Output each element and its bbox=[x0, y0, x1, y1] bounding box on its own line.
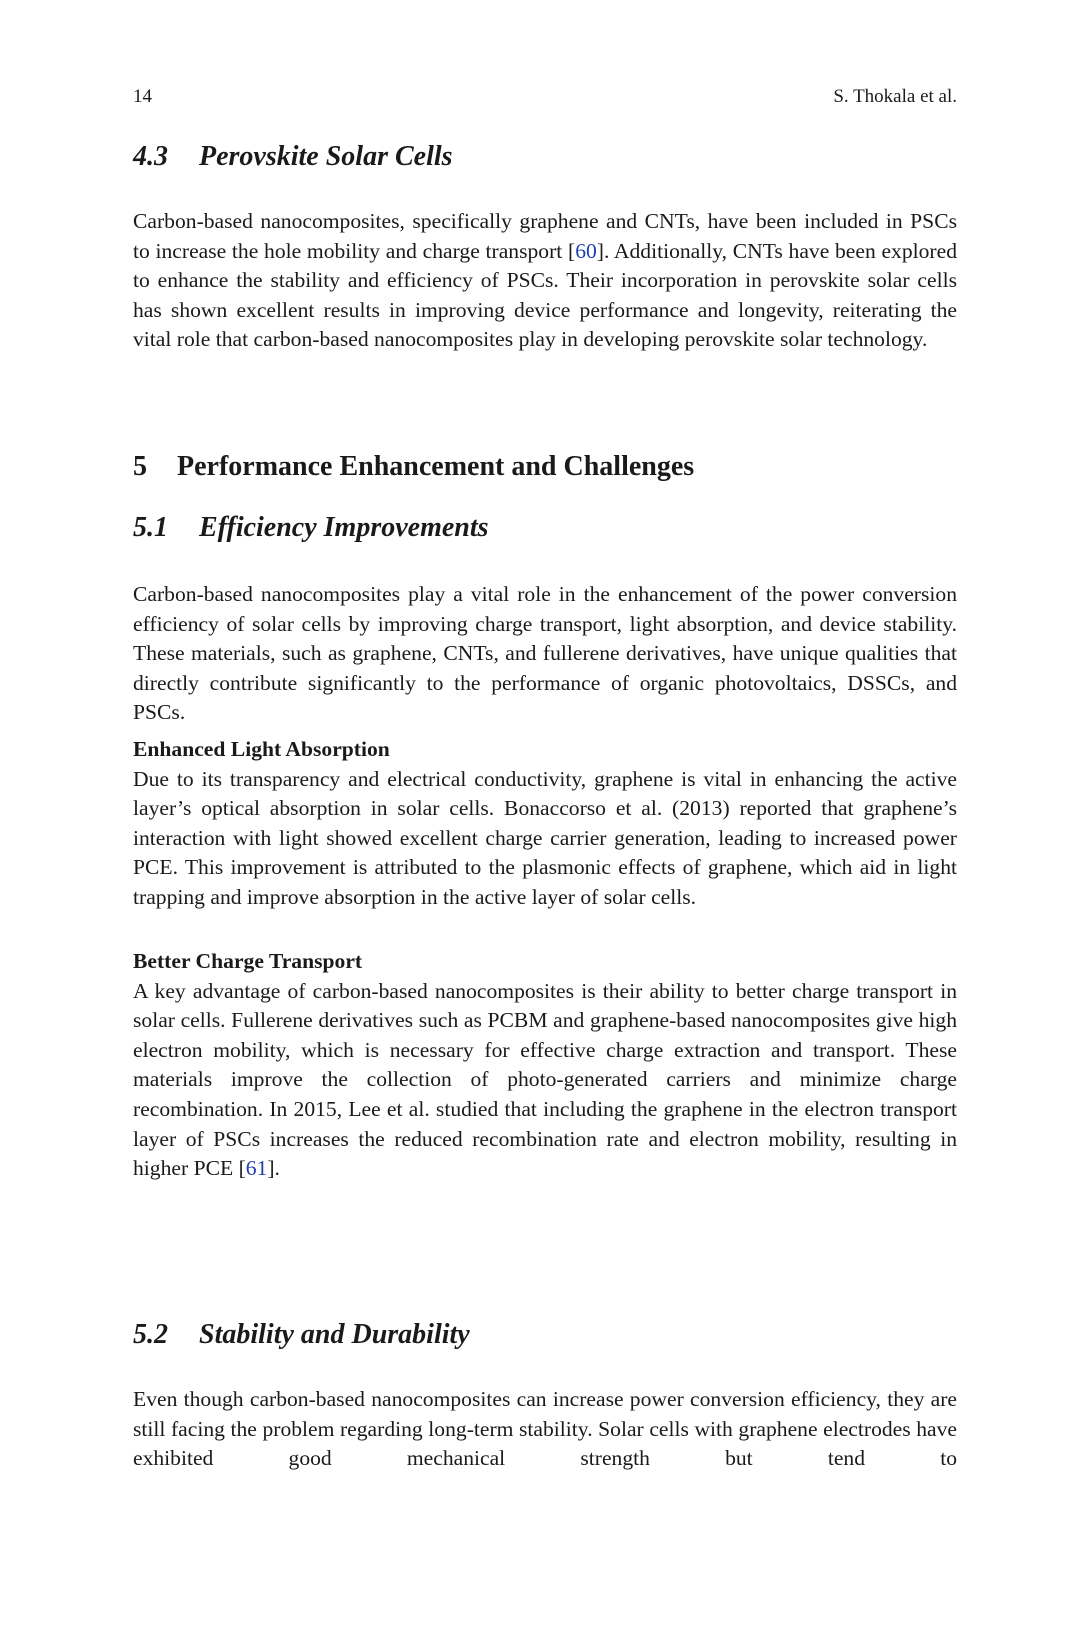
heading-5 bbox=[133, 450, 694, 484]
heading-5-2-number: 5.2 bbox=[133, 1319, 168, 1350]
heading-5-title: Performance Enhancement and Challenges bbox=[177, 451, 695, 482]
charge-transport-text-b: ]. bbox=[267, 1156, 280, 1181]
paragraph-charge-transport bbox=[133, 947, 957, 1184]
heading-5-1 bbox=[133, 511, 489, 545]
heading-5-2 bbox=[133, 1318, 470, 1352]
heading-5-2-title: Stability and Durability bbox=[199, 1319, 470, 1350]
paragraph-4-3 bbox=[133, 207, 957, 355]
citation-60[interactable]: 60 bbox=[575, 238, 597, 263]
charge-transport-text-a: A key advantage of carbon-based nanocomposites is their ability to better charge transport in solar cells. Fullerene derivatives such as PCBM and graphene-based nanocomposites give high electron mobility, which is necessary for effective charge extraction and transport. These materials improve the collection of photo-generated carriers and minimize charge recombination. In 2015, Lee et al. studied that including the graphene in the electron transport layer of PSCs increases the reduced recombination rate and electron mobility, resulting in higher PCE [ bbox=[133, 978, 957, 1181]
light-absorption-text: Due to its transparency and electrical conductivity, graphene is vital in enhancing the active layer’s optical absorption in solar cells. Bonaccorso et al. (2013) reported that graphene’s interaction with light showed excellent charge carrier generation, leading to increased power PCE. This improvement is attributed to the plasmonic effects of graphene, which aid in light trapping and improve absorption in the active layer of solar cells. bbox=[133, 766, 957, 909]
paragraph-5-1-intro: Carbon-based nanocomposites play a vital role in the enhancement of the power conversion efficiency of solar cells by improving charge transport, light absorption, and device stability. These materials, such as graphene, CNTs, and fullerene derivatives, have unique qualities that directly contribute significantly to the performance of organic photovoltaics, DSSCs, and PSCs. bbox=[133, 582, 957, 725]
paragraph-light-absorption bbox=[133, 735, 957, 913]
run-in-heading-light-absorption: Enhanced Light Absorption bbox=[133, 737, 390, 761]
heading-5-1-title: Efficiency Improvements bbox=[199, 512, 489, 543]
running-authors: S. Thokala et al. bbox=[833, 86, 957, 107]
run-in-heading-charge-transport: Better Charge Transport bbox=[133, 949, 363, 973]
heading-4-3 bbox=[133, 140, 453, 174]
heading-5-1-number: 5.1 bbox=[133, 512, 168, 543]
paragraph-4-3-text-a: Carbon-based nanocomposites, specifically graphene and CNTs, have been included in PSCs to increase the hole mobility and charge transport [ bbox=[133, 209, 957, 263]
page-number: 14 bbox=[133, 86, 152, 107]
heading-5-number: 5 bbox=[133, 451, 147, 482]
citation-61[interactable]: 61 bbox=[245, 1156, 268, 1181]
paragraph-5-2: Even though carbon-based nanocomposites can increase power conversion efficiency, they are still facing the problem regarding long-term stability. Solar cells with graphene electrodes have exhibited good mechanical strength but tend to bbox=[133, 1387, 957, 1471]
heading-4-3-title: Perovskite Solar Cells bbox=[199, 141, 453, 172]
heading-4-3-number: 4.3 bbox=[133, 141, 168, 172]
paragraph-4-3-text-b: ]. Additionally, CNTs have been explored to enhance the stability and efficiency of PSCs. Their incorporation in perovskite solar cells has shown excellent results in improving device performance and longevity, reiterating the vital role that carbon-based nanocomposites play in developing perovskite solar technology. bbox=[133, 238, 958, 352]
